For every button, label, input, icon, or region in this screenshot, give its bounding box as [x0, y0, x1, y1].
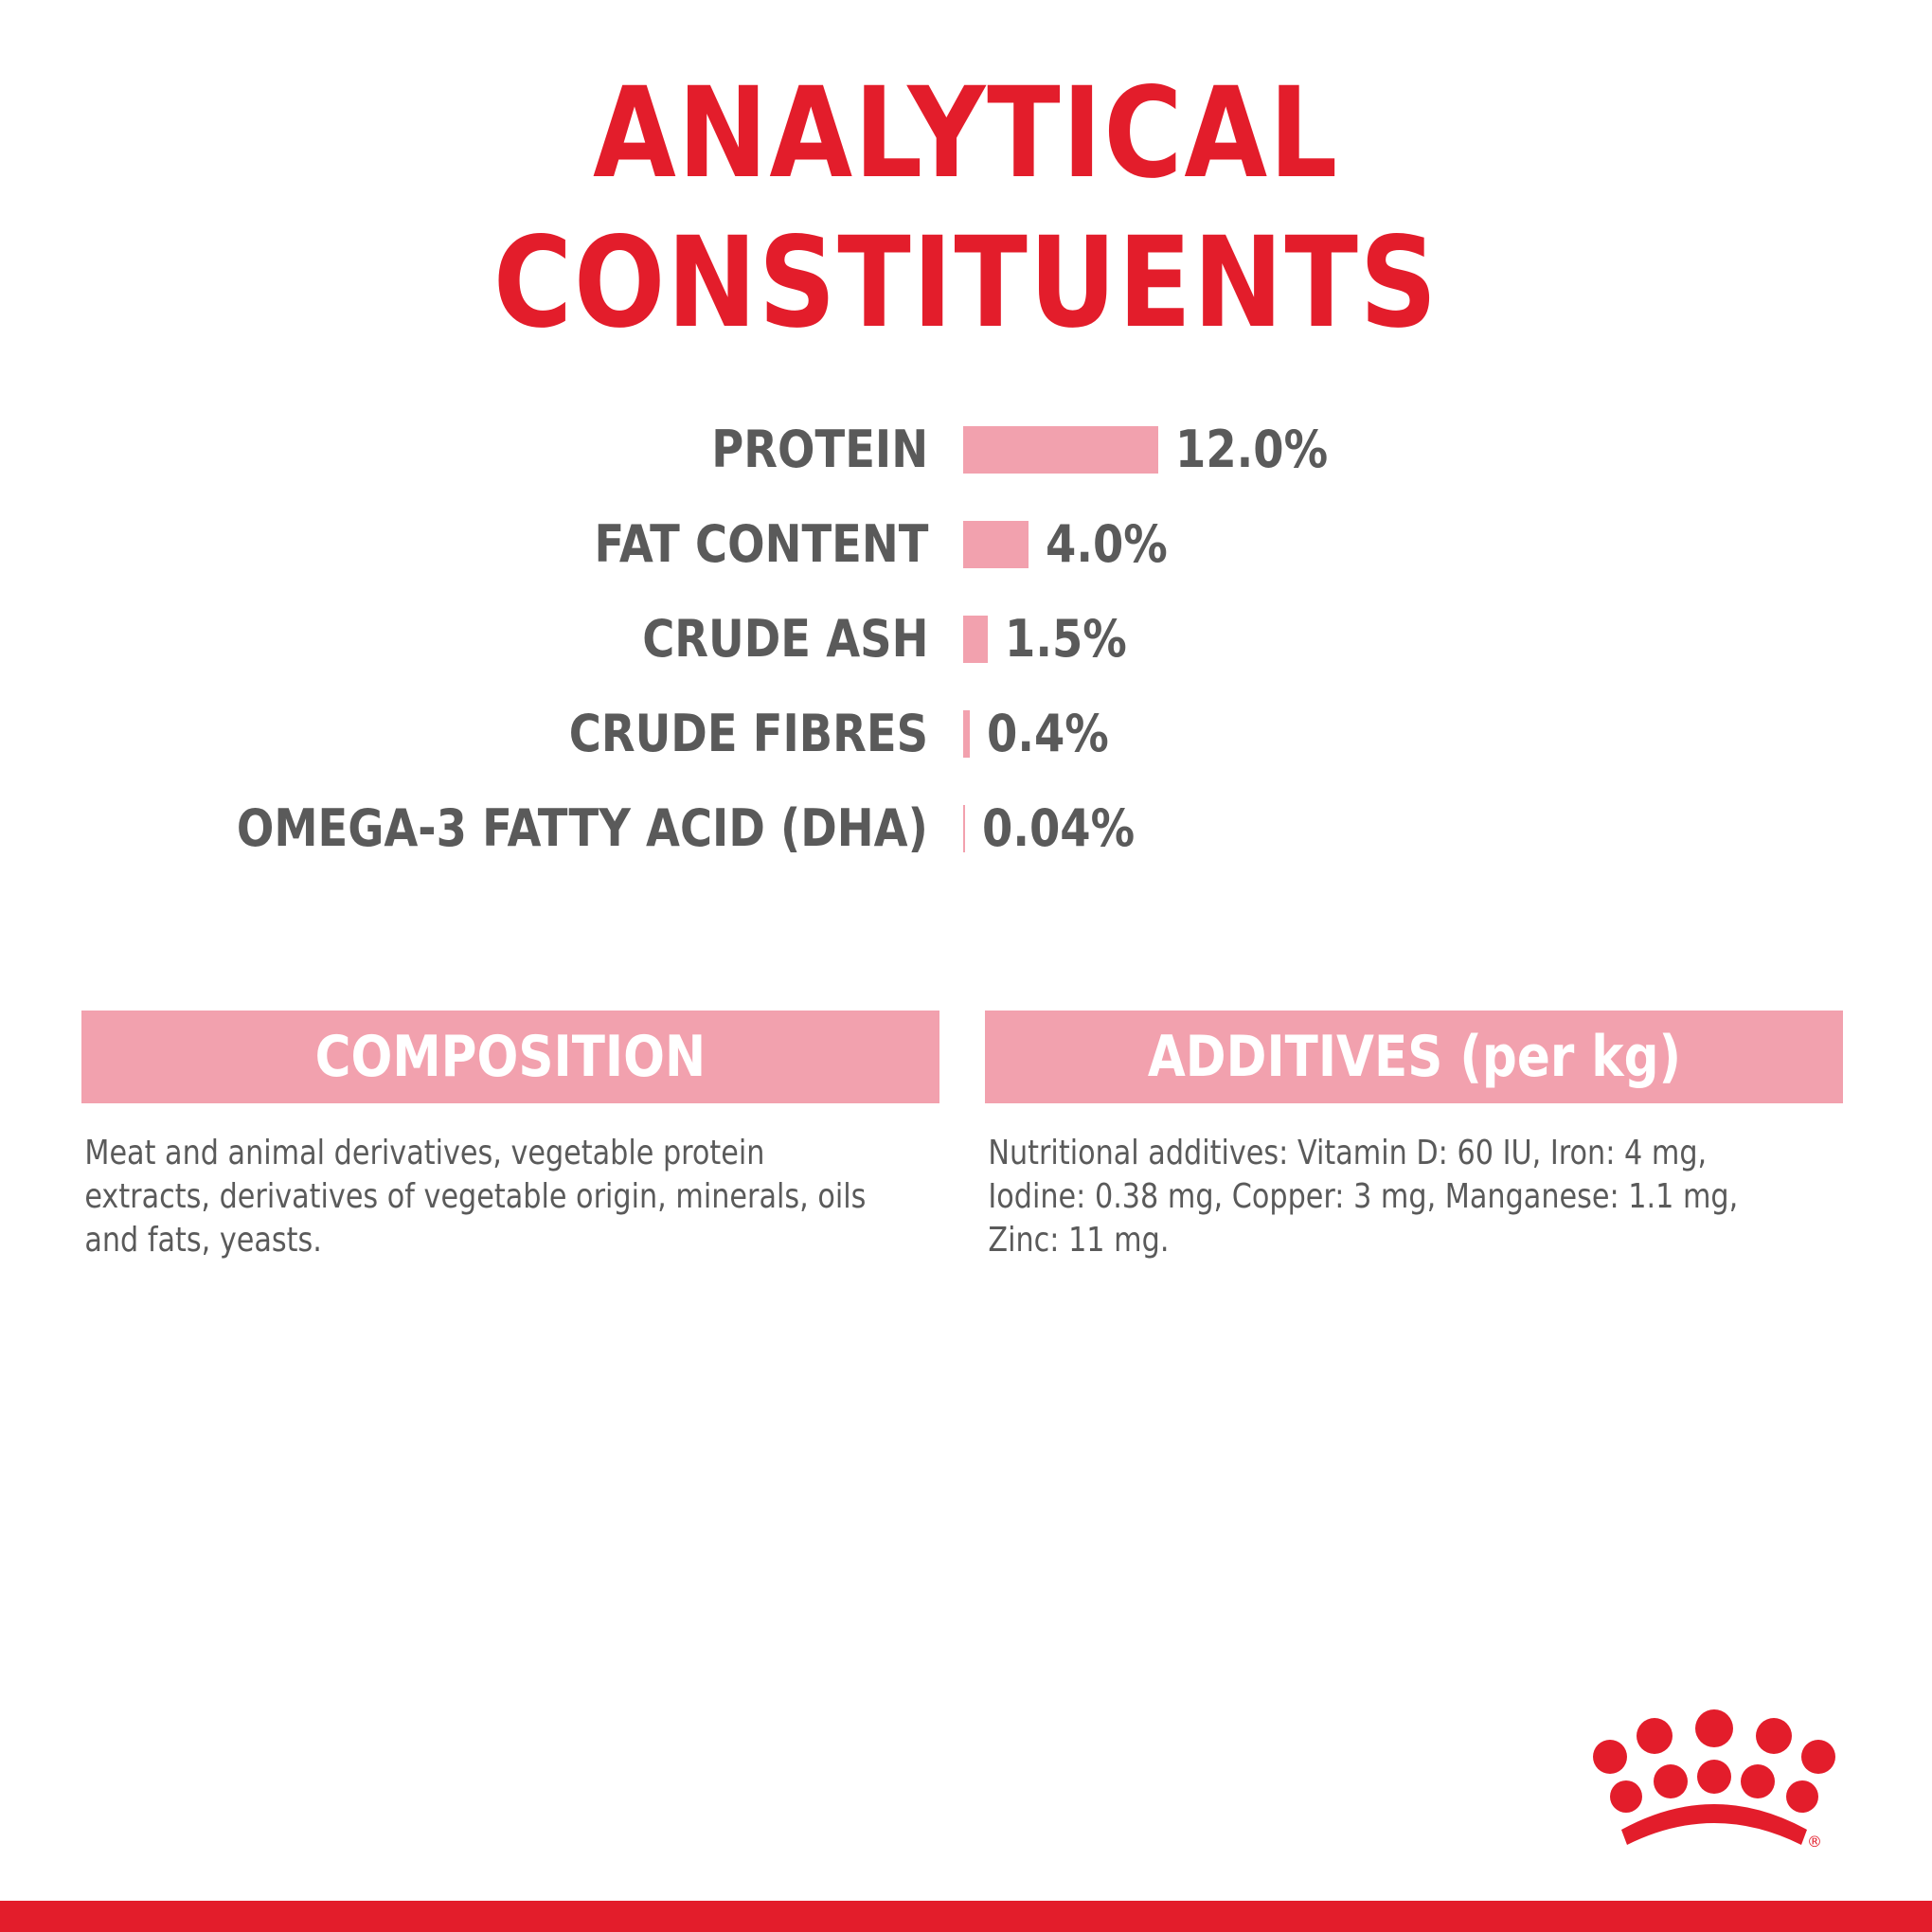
composition-panel [81, 1011, 939, 1262]
chart-row [0, 786, 1932, 871]
bar [963, 710, 970, 758]
additives-panel [985, 1011, 1843, 1262]
bar [963, 521, 1029, 568]
bar [963, 805, 965, 852]
category-label: OMEGA-3 FATTY ACID (DHA) [236, 798, 928, 858]
category-label: FAT CONTENT [594, 514, 928, 574]
additives-header-label: ADDITIVES (per kg) [1147, 1024, 1681, 1090]
composition-header-label: COMPOSITION [314, 1024, 707, 1090]
title-line-2: CONSTITUENTS [492, 210, 1440, 356]
constituents-chart [0, 407, 1932, 881]
value-label: 4.0% [1045, 514, 1168, 574]
value-label: 12.0% [1175, 420, 1329, 479]
category-label: CRUDE FIBRES [568, 704, 928, 763]
value-label: 0.04% [982, 798, 1136, 858]
title-line-1: ANALYTICAL [593, 61, 1339, 206]
value-label: 1.5% [1004, 609, 1127, 669]
chart-row [0, 407, 1932, 492]
crown-logo-icon [1583, 1705, 1845, 1856]
chart-row [0, 502, 1932, 587]
chart-row [0, 597, 1932, 682]
bar [963, 426, 1158, 474]
additives-text: Nutritional additives: Vitamin D: 60 IU, Iron: 4 mg, Iodine: 0.38 mg, Copper: 3 mg, Manganese: 1.1 mg, Zinc: 11 mg. [988, 1134, 1739, 1260]
bottom-stripe [0, 1901, 1932, 1932]
registered-mark: ® [1807, 1833, 1822, 1851]
composition-header [81, 1011, 939, 1103]
chart-row [0, 691, 1932, 777]
category-label: CRUDE ASH [641, 609, 928, 669]
additives-header [985, 1011, 1843, 1103]
composition-text: Meat and animal derivatives, vegetable protein extracts, derivatives of vegetable origin, minerals, oils and fats, yeasts. [84, 1134, 867, 1260]
value-label: 0.4% [986, 704, 1109, 763]
category-label: PROTEIN [711, 420, 928, 479]
bar [963, 616, 988, 663]
page-title [135, 59, 1797, 358]
